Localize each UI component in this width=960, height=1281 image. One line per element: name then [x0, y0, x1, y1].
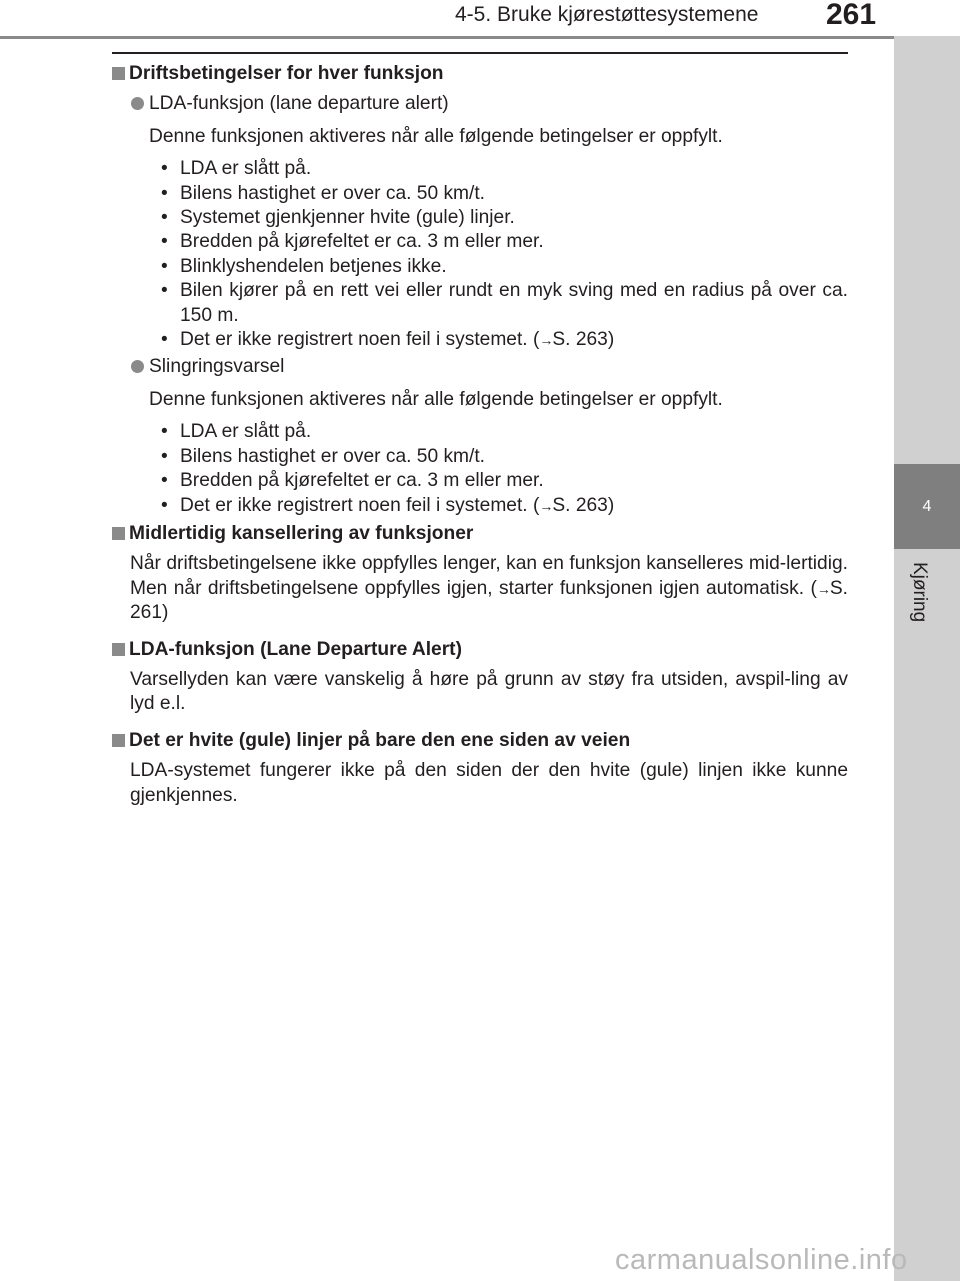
- paragraph: Denne funksjonen aktiveres når alle følgende betingelser er oppfylt.: [149, 125, 723, 147]
- page-number: 261: [826, 0, 877, 31]
- condition-list: [112, 157, 848, 352]
- list-item: • Bilens hastighet er over ca. 50 km/t.: [161, 182, 486, 204]
- page-reference-link[interactable]: S. 263): [552, 329, 615, 351]
- list-item: • Bilens hastighet er over ca. 50 km/t.: [161, 445, 486, 467]
- section-divider: [112, 52, 848, 54]
- list-item: • LDA er slått på.: [161, 421, 312, 443]
- section-heading: Det er hvite (gule) linjer på bare den ene siden av veien: [112, 729, 848, 753]
- subsection-heading: LDA-funksjon (lane departure alert): [112, 92, 848, 116]
- arrow-icon: →: [539, 497, 553, 514]
- square-bullet-icon: [112, 643, 125, 656]
- chapter-number: 4: [922, 497, 932, 515]
- paragraph: LDA-systemet fungerer ikke på den siden der den hvite (gule) linjen ikke kunne gjenkjennes.: [130, 760, 848, 806]
- chapter-label: Kjøring: [909, 562, 930, 623]
- section-heading: Midlertidig kansellering av funksjoner: [112, 522, 848, 546]
- list-item: • Bilen kjører på en rett vei eller rundt en myk sving med en radius på over ca. 150 m.: [161, 280, 848, 326]
- arrow-icon: →: [816, 580, 830, 597]
- page-reference-link[interactable]: S. 263): [552, 494, 615, 516]
- header-rule: [0, 36, 960, 39]
- list-item: • LDA er slått på.: [161, 158, 312, 180]
- section-heading: Driftsbetingelser for hver funksjon: [112, 62, 848, 86]
- section-title: 4-5. Bruke kjørestøttesystemene: [455, 3, 759, 26]
- circle-bullet-icon: [131, 97, 144, 110]
- square-bullet-icon: [112, 67, 125, 80]
- list-item: • Det er ikke registrert noen feil i systemet. (→S. 263): [161, 329, 615, 351]
- watermark: carmanualsonline.info: [615, 1244, 908, 1276]
- list-item: • Bredden på kjørefeltet er ca. 3 m eller mer.: [161, 470, 544, 492]
- side-tab-lower: [894, 549, 960, 1281]
- paragraph: Denne funksjonen aktiveres når alle følgende betingelser er oppfylt.: [149, 388, 723, 410]
- paragraph: Når driftsbetingelsene ikke oppfylles lenger, kan en funksjon kanselleres mid-lertidig. Men når driftsbetingelsene oppfylles igjen, starter funksjonen igjen automatisk. (→S. 261): [130, 553, 848, 624]
- list-item: • Blinklyshendelen betjenes ikke.: [161, 255, 447, 277]
- subsection-heading: Slingringsvarsel: [112, 355, 848, 379]
- section-heading: LDA-funksjon (Lane Departure Alert): [112, 638, 848, 662]
- list-item: • Bredden på kjørefeltet er ca. 3 m eller mer.: [161, 231, 544, 253]
- chapter-number-tab[interactable]: [894, 464, 960, 549]
- list-item: • Systemet gjenkjenner hvite (gule) linjer.: [161, 207, 515, 229]
- side-tab-upper: [894, 36, 960, 464]
- page-reference-link[interactable]: S. 261): [130, 577, 848, 624]
- page-content: [112, 62, 848, 808]
- arrow-icon: →: [539, 332, 553, 349]
- list-item: • Det er ikke registrert noen feil i systemet. (→S. 263): [161, 494, 615, 516]
- circle-bullet-icon: [131, 360, 144, 373]
- square-bullet-icon: [112, 527, 125, 540]
- square-bullet-icon: [112, 734, 125, 747]
- condition-list: [112, 420, 848, 518]
- paragraph: Varsellyden kan være vanskelig å høre på grunn av støy fra utsiden, avspil-ling av lyd e.l.: [130, 668, 848, 715]
